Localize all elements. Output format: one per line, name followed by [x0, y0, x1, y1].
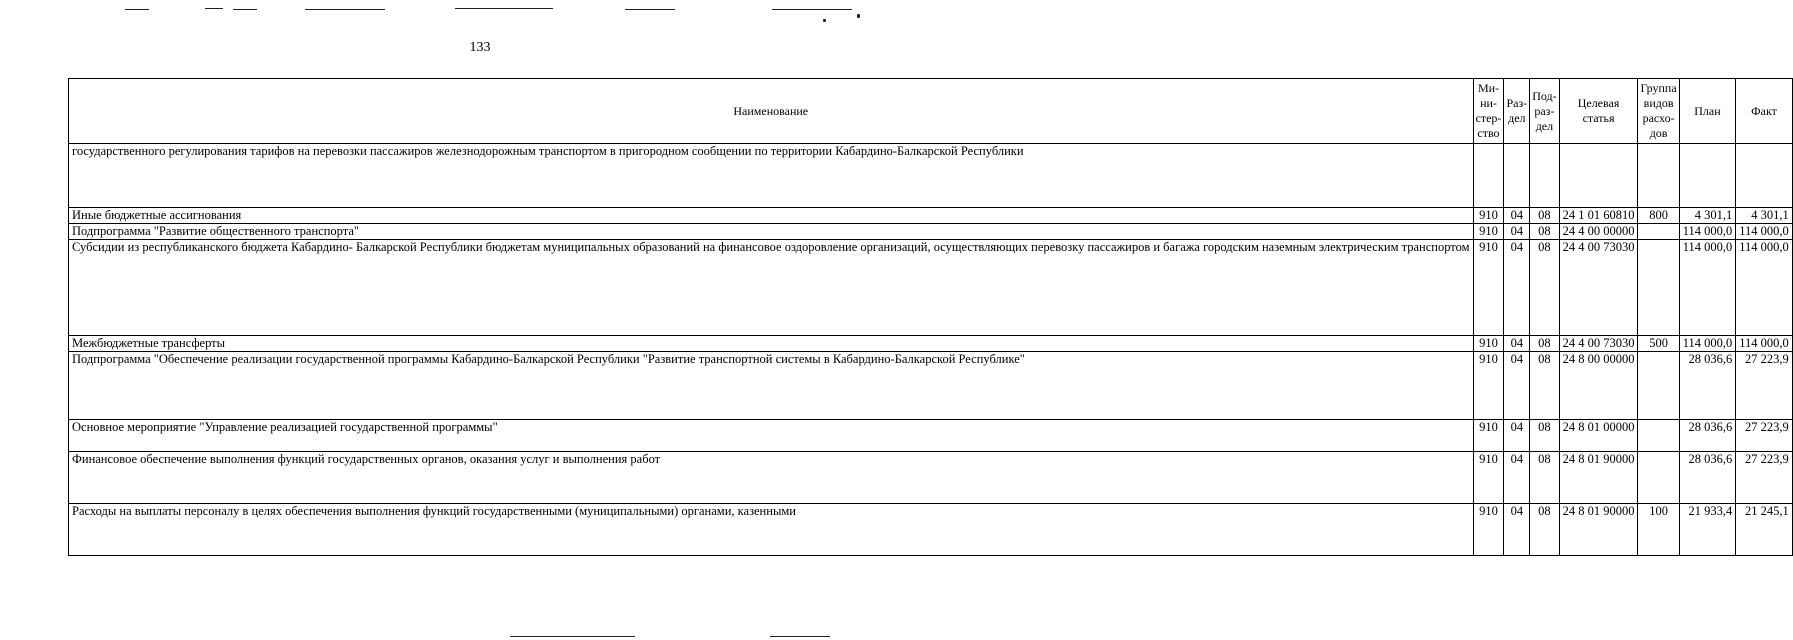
scan-artifact — [770, 636, 830, 637]
row-group — [1638, 452, 1679, 504]
row-fact: 114 000,0 — [1736, 240, 1793, 336]
scan-artifact — [455, 8, 553, 9]
scan-artifact — [857, 14, 860, 18]
row-section: 04 — [1504, 352, 1530, 420]
row-group — [1638, 420, 1679, 452]
table-row — [69, 336, 1793, 352]
row-plan: 114 000,0 — [1679, 336, 1736, 352]
row-name: Подпрограмма "Обеспечение реализации государственной программы Кабардино-Балкарской Республики "Развитие транспортной системы в Кабардино-Балкарской Республике" — [69, 352, 1474, 420]
row-plan: 28 036,6 — [1679, 420, 1736, 452]
row-plan: 114 000,0 — [1679, 240, 1736, 336]
scan-artifact — [305, 9, 385, 10]
table-row — [69, 452, 1793, 504]
row-section: 04 — [1504, 336, 1530, 352]
table-header-row — [69, 79, 1793, 144]
scan-artifact — [125, 9, 149, 10]
row-fact: 114 000,0 — [1736, 224, 1793, 240]
row-section: 04 — [1504, 240, 1530, 336]
row-name: Иные бюджетные ассигнования — [69, 208, 1474, 224]
row-plan: 114 000,0 — [1679, 224, 1736, 240]
budget-table — [68, 78, 1793, 556]
header-name: Наименование — [69, 79, 1474, 144]
row-subsection: 08 — [1530, 240, 1559, 336]
header-plan: План — [1679, 79, 1736, 144]
row-ministry: 910 — [1473, 452, 1504, 504]
header-section: Раз- дел — [1504, 79, 1530, 144]
row-ministry: 910 — [1473, 240, 1504, 336]
row-target: 24 4 00 00000 — [1559, 224, 1638, 240]
row-name: Финансовое обеспечение выполнения функций государственных органов, оказания услуг и выполнения работ — [69, 452, 1474, 504]
row-subsection: 08 — [1530, 224, 1559, 240]
row-section: 04 — [1504, 504, 1530, 556]
row-subsection: 08 — [1530, 504, 1559, 556]
row-fact: 4 301,1 — [1736, 208, 1793, 224]
row-section: 04 — [1504, 224, 1530, 240]
row-plan: 4 301,1 — [1679, 208, 1736, 224]
row-plan — [1679, 144, 1736, 208]
row-section: 04 — [1504, 208, 1530, 224]
row-group: 800 — [1638, 208, 1679, 224]
row-subsection — [1530, 144, 1559, 208]
row-target: 24 8 01 90000 — [1559, 504, 1638, 556]
row-target: 24 1 01 60810 — [1559, 208, 1638, 224]
row-name: Субсидии из республиканского бюджета Кабардино- Балкарской Республики бюджетам муниципальных образований на финансовое оздоровление организаций, осуществляющих перевозку пассажиров и багажа городским наземным электрическим транспортом — [69, 240, 1474, 336]
header-ministry: Ми- ни- стер- ство — [1473, 79, 1504, 144]
header-target: Целевая статья — [1559, 79, 1638, 144]
page-number: 133 — [469, 40, 491, 55]
scan-artifact — [233, 9, 257, 10]
row-fact — [1736, 144, 1793, 208]
row-target — [1559, 144, 1638, 208]
header-subsection: Под- раз- дел — [1530, 79, 1559, 144]
row-name: Расходы на выплаты персоналу в целях обеспечения выполнения функций государственными (муниципальными) органами, казенными — [69, 504, 1474, 556]
table-row — [69, 208, 1793, 224]
scan-artifact — [772, 9, 852, 10]
row-name: Подпрограмма "Развитие общественного транспорта" — [69, 224, 1474, 240]
row-group: 100 — [1638, 504, 1679, 556]
row-plan: 21 933,4 — [1679, 504, 1736, 556]
row-ministry: 910 — [1473, 208, 1504, 224]
row-fact: 21 245,1 — [1736, 504, 1793, 556]
row-subsection: 08 — [1530, 208, 1559, 224]
row-section — [1504, 144, 1530, 208]
table-row — [69, 224, 1793, 240]
row-ministry: 910 — [1473, 504, 1504, 556]
row-group — [1638, 144, 1679, 208]
row-section: 04 — [1504, 452, 1530, 504]
scan-artifact — [205, 8, 223, 9]
table-row — [69, 504, 1793, 556]
row-name: Основное мероприятие "Управление реализацией государственной программы" — [69, 420, 1474, 452]
row-subsection: 08 — [1530, 420, 1559, 452]
row-subsection: 08 — [1530, 352, 1559, 420]
scan-artifact — [625, 9, 675, 10]
table-row — [69, 144, 1793, 208]
row-fact: 27 223,9 — [1736, 352, 1793, 420]
row-plan: 28 036,6 — [1679, 452, 1736, 504]
row-target: 24 8 00 00000 — [1559, 352, 1638, 420]
scan-artifact — [510, 636, 635, 637]
row-ministry — [1473, 144, 1504, 208]
row-subsection: 08 — [1530, 336, 1559, 352]
row-target: 24 4 00 73030 — [1559, 240, 1638, 336]
row-group: 500 — [1638, 336, 1679, 352]
row-group — [1638, 224, 1679, 240]
row-plan: 28 036,6 — [1679, 352, 1736, 420]
row-ministry: 910 — [1473, 336, 1504, 352]
row-group — [1638, 240, 1679, 336]
row-ministry: 910 — [1473, 352, 1504, 420]
header-expense-group: Группа видов расхо- дов — [1638, 79, 1679, 144]
row-fact: 114 000,0 — [1736, 336, 1793, 352]
row-target: 24 4 00 73030 — [1559, 336, 1638, 352]
row-target: 24 8 01 90000 — [1559, 452, 1638, 504]
table-row — [69, 420, 1793, 452]
row-target: 24 8 01 00000 — [1559, 420, 1638, 452]
row-name: государственного регулирования тарифов на перевозки пассажиров железнодорожным транспортом в пригородном сообщении по территории Кабардино-Балкарской Республики — [69, 144, 1474, 208]
scan-artifact — [823, 19, 826, 22]
header-fact: Факт — [1736, 79, 1793, 144]
table-row — [69, 240, 1793, 336]
row-fact: 27 223,9 — [1736, 452, 1793, 504]
row-fact: 27 223,9 — [1736, 420, 1793, 452]
row-section: 04 — [1504, 420, 1530, 452]
table-row — [69, 352, 1793, 420]
row-group — [1638, 352, 1679, 420]
row-name: Межбюджетные трансферты — [69, 336, 1474, 352]
row-subsection: 08 — [1530, 452, 1559, 504]
row-ministry: 910 — [1473, 420, 1504, 452]
row-ministry: 910 — [1473, 224, 1504, 240]
